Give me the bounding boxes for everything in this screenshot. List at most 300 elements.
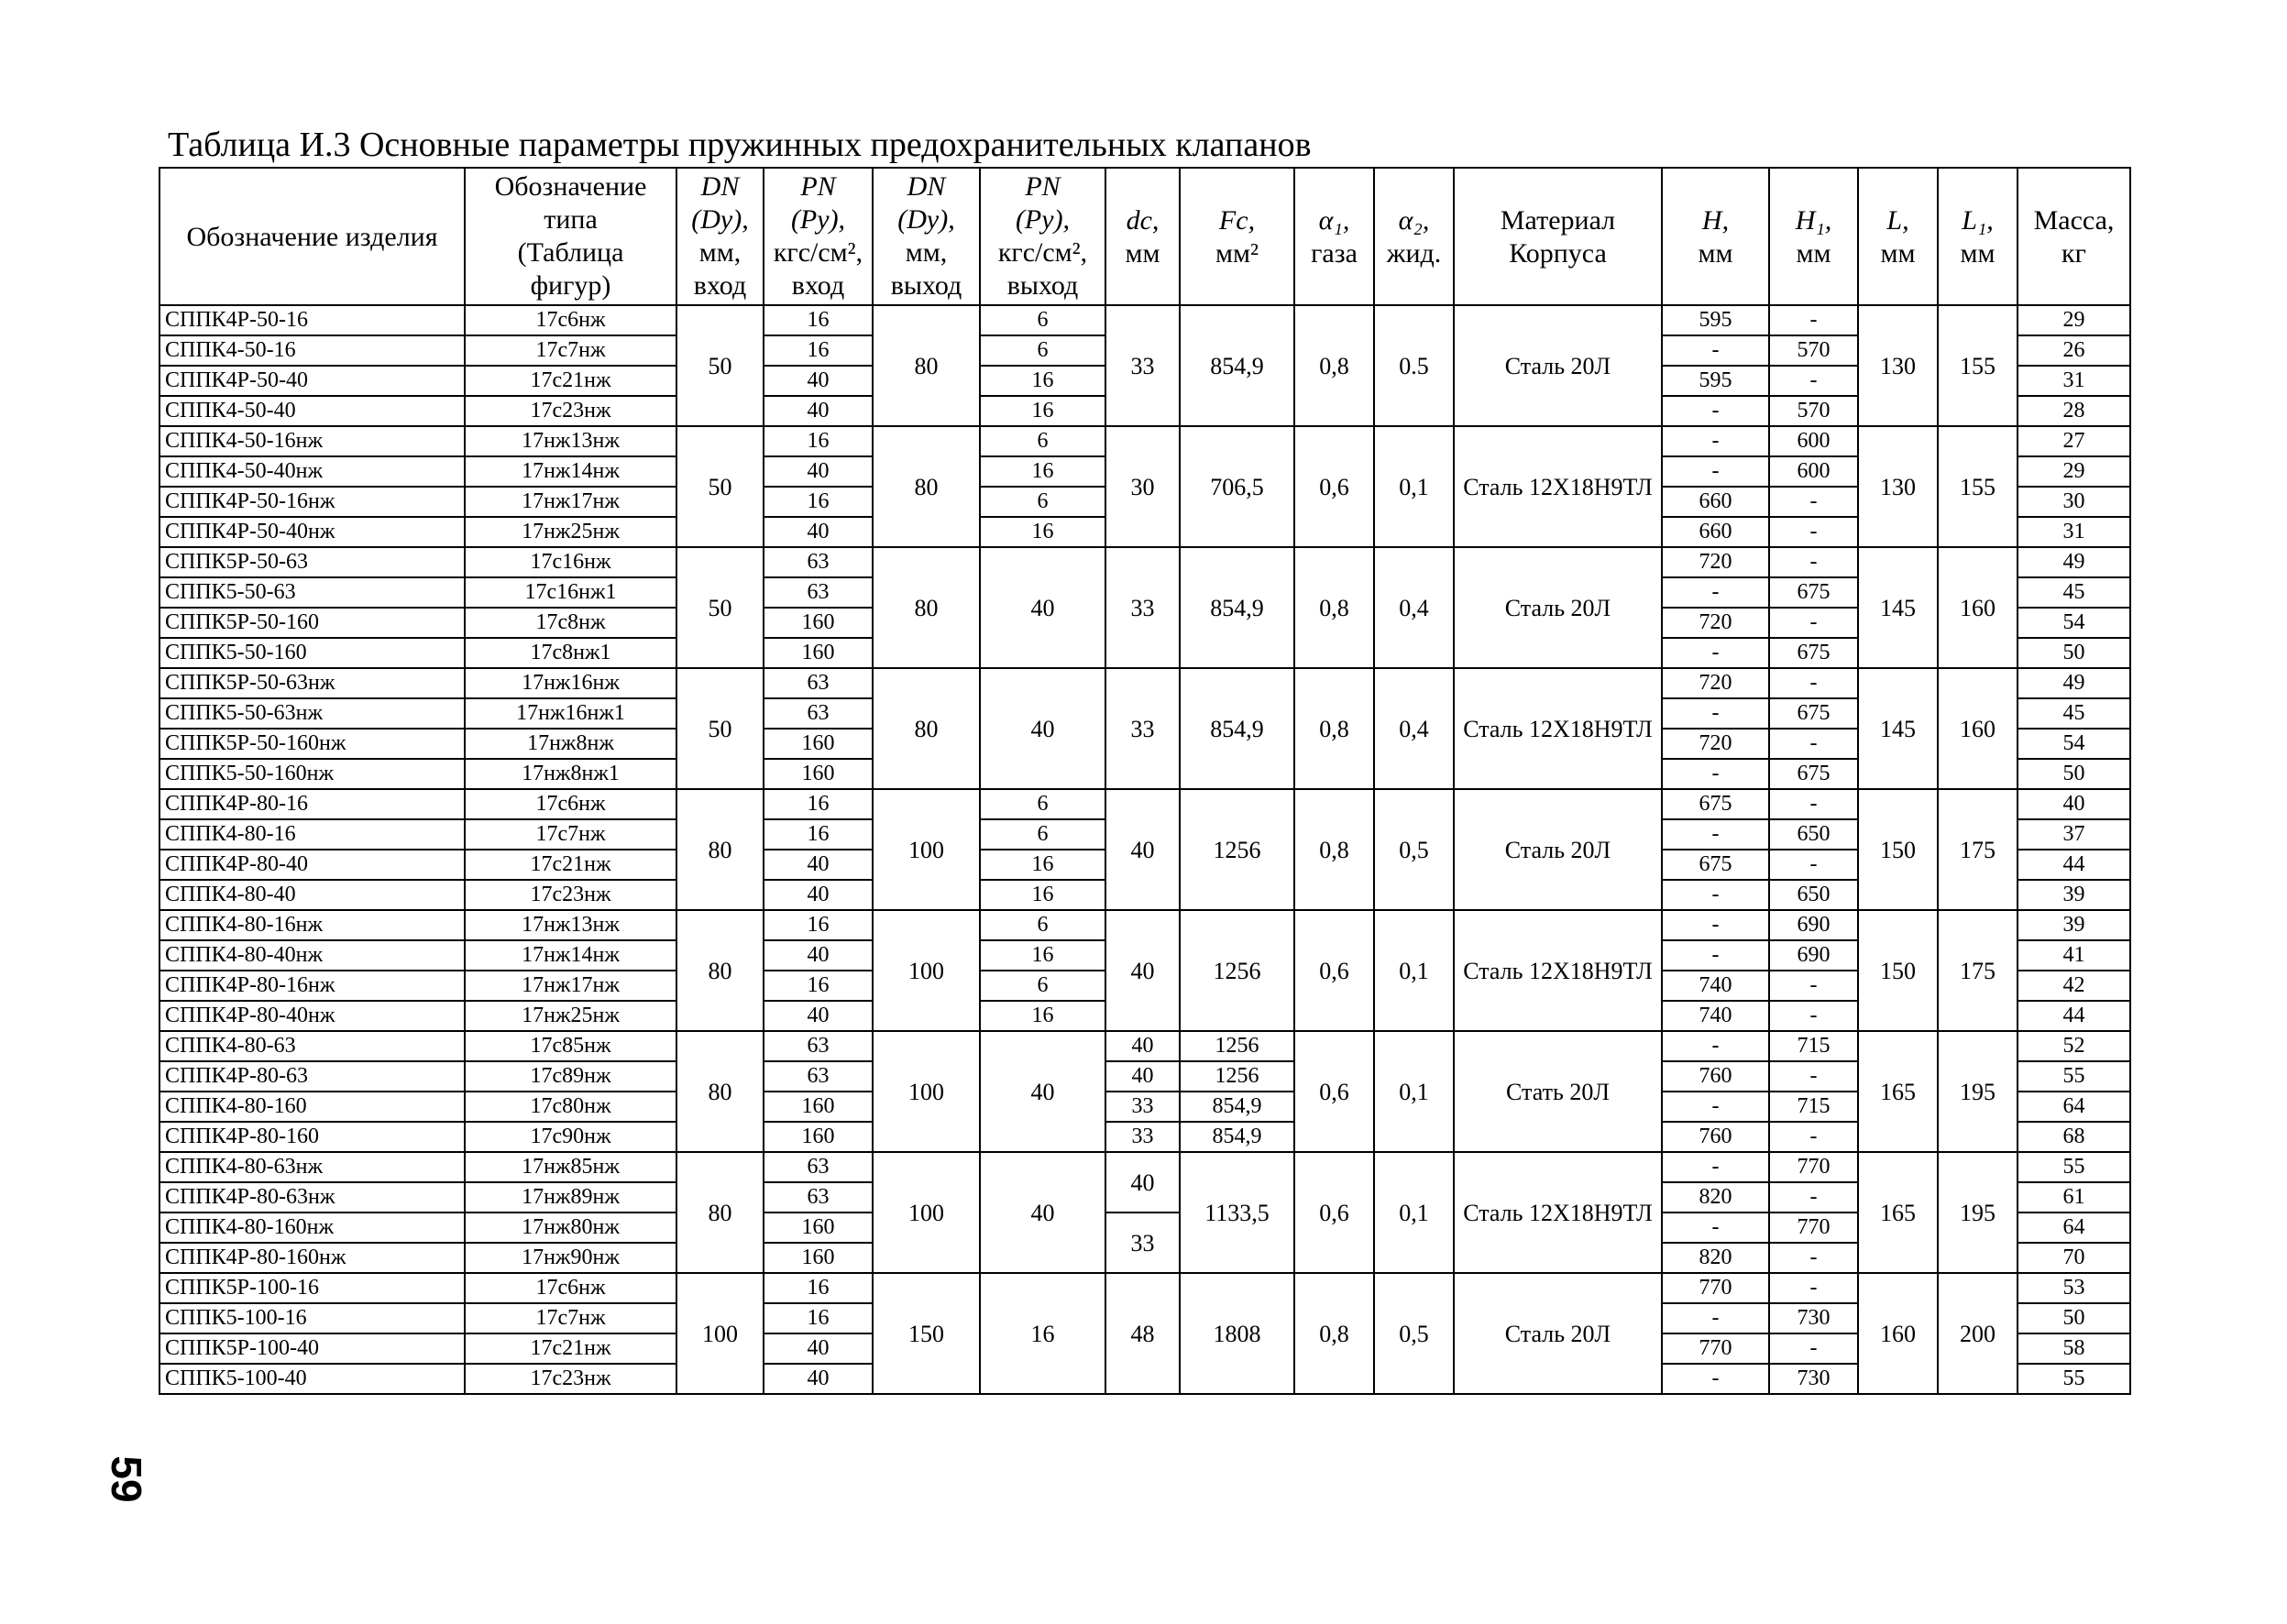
table-row [159, 1213, 2130, 1243]
fc-cell: 1256 [1180, 910, 1294, 1031]
mass-cell: 42 [2018, 971, 2130, 1001]
designation-cell: СППК4-80-16 [159, 819, 465, 850]
h1-cell: 770 [1769, 1152, 1858, 1182]
h1-cell: 715 [1769, 1092, 1858, 1122]
mass-cell: 50 [2018, 759, 2130, 789]
alpha2-cell: 0,5 [1374, 789, 1454, 910]
dn-out-cell: 100 [873, 1152, 980, 1273]
designation-cell: СППК4Р-50-40нж [159, 517, 465, 547]
dn-out-cell: 80 [873, 668, 980, 789]
designation-cell: СППК4-50-40нж [159, 456, 465, 487]
designation-cell: СППК5-50-63 [159, 577, 465, 608]
material-cell: Сталь 20Л [1454, 547, 1662, 668]
mass-cell: 39 [2018, 910, 2130, 940]
pn-in-cell: 16 [764, 335, 873, 366]
alpha2-cell: 0,1 [1374, 1031, 1454, 1152]
l-cell: 130 [1858, 305, 1938, 426]
header-dn-in: DN (Dy), мм, вход [676, 168, 764, 305]
designation-cell: СППК5Р-100-16 [159, 1273, 465, 1303]
type-cell: 17нж17нж [465, 487, 676, 517]
dc-cell: 40 [1105, 1061, 1180, 1092]
pn-in-cell: 160 [764, 1122, 873, 1152]
h-cell: 720 [1662, 608, 1769, 638]
l-cell: 145 [1858, 547, 1938, 668]
pn-in-cell: 16 [764, 1273, 873, 1303]
dn-in-cell: 80 [676, 789, 764, 910]
mass-cell: 52 [2018, 1031, 2130, 1061]
fc-cell: 1808 [1180, 1273, 1294, 1394]
pn-out-cell: 16 [980, 1001, 1105, 1031]
h-cell: - [1662, 638, 1769, 668]
mass-cell: 28 [2018, 396, 2130, 426]
fc-cell: 854,9 [1180, 547, 1294, 668]
l1-cell: 155 [1938, 426, 2018, 547]
pn-out-cell: 40 [980, 1031, 1105, 1152]
mass-cell: 31 [2018, 366, 2130, 396]
pn-out-cell: 6 [980, 910, 1105, 940]
pn-out-cell: 6 [980, 789, 1105, 819]
l1-cell: 175 [1938, 789, 2018, 910]
alpha2-cell: 0.5 [1374, 305, 1454, 426]
designation-cell: СППК5-100-40 [159, 1364, 465, 1394]
h-cell: 820 [1662, 1182, 1769, 1213]
dn-out-cell: 100 [873, 910, 980, 1031]
designation-cell: СППК4Р-80-63 [159, 1061, 465, 1092]
type-cell: 17с6нж [465, 789, 676, 819]
designation-cell: СППК4-80-40 [159, 880, 465, 910]
type-cell: 17с16нж [465, 547, 676, 577]
pn-out-cell: 16 [980, 396, 1105, 426]
mass-cell: 55 [2018, 1152, 2130, 1182]
dn-in-cell: 80 [676, 910, 764, 1031]
dc-cell: 48 [1105, 1273, 1180, 1394]
type-cell: 17нж8нж1 [465, 759, 676, 789]
alpha2-cell: 0,4 [1374, 668, 1454, 789]
type-cell: 17с21нж [465, 366, 676, 396]
l-cell: 165 [1858, 1031, 1938, 1152]
type-cell: 17с7нж [465, 1303, 676, 1333]
mass-cell: 41 [2018, 940, 2130, 971]
pn-in-cell: 40 [764, 396, 873, 426]
table-row [159, 1152, 2130, 1182]
h1-cell: 650 [1769, 880, 1858, 910]
fc-cell: 854,9 [1180, 1092, 1294, 1122]
type-cell: 17с85нж [465, 1031, 676, 1061]
type-cell: 17с23нж [465, 880, 676, 910]
h1-cell: - [1769, 1122, 1858, 1152]
h1-cell: - [1769, 1182, 1858, 1213]
dn-out-cell: 100 [873, 1031, 980, 1152]
dn-out-cell: 80 [873, 305, 980, 426]
h-cell: - [1662, 940, 1769, 971]
h-cell: 720 [1662, 729, 1769, 759]
mass-cell: 55 [2018, 1364, 2130, 1394]
fc-cell: 1256 [1180, 1031, 1294, 1061]
h-cell: 660 [1662, 517, 1769, 547]
h-cell: - [1662, 335, 1769, 366]
pn-out-cell: 6 [980, 305, 1105, 335]
designation-cell: СППК4-80-160нж [159, 1213, 465, 1243]
h1-cell: 770 [1769, 1213, 1858, 1243]
mass-cell: 29 [2018, 456, 2130, 487]
dc-cell: 33 [1105, 305, 1180, 426]
valve-parameters-table [159, 167, 2131, 1395]
alpha2-cell: 0,1 [1374, 910, 1454, 1031]
h-cell: - [1662, 698, 1769, 729]
type-cell: 17нж13нж [465, 426, 676, 456]
h-cell: - [1662, 577, 1769, 608]
dc-cell: 33 [1105, 1122, 1180, 1152]
dc-cell: 40 [1105, 910, 1180, 1031]
type-cell: 17с16нж1 [465, 577, 676, 608]
pn-in-cell: 16 [764, 426, 873, 456]
table-row [159, 547, 2130, 577]
type-cell: 17с8нж1 [465, 638, 676, 668]
type-cell: 17с21нж [465, 1333, 676, 1364]
designation-cell: СППК4-80-16нж [159, 910, 465, 940]
l1-cell: 155 [1938, 305, 2018, 426]
l1-cell: 160 [1938, 668, 2018, 789]
h-cell: 770 [1662, 1273, 1769, 1303]
mass-cell: 30 [2018, 487, 2130, 517]
type-cell: 17с6нж [465, 1273, 676, 1303]
mass-cell: 53 [2018, 1273, 2130, 1303]
header-alpha1: α₁, газа [1294, 168, 1374, 305]
type-cell: 17нж85нж [465, 1152, 676, 1182]
pn-in-cell: 16 [764, 487, 873, 517]
mass-cell: 27 [2018, 426, 2130, 456]
pn-in-cell: 40 [764, 1333, 873, 1364]
material-cell: Сталь 12Х18Н9ТЛ [1454, 910, 1662, 1031]
h1-cell: - [1769, 305, 1858, 335]
dn-in-cell: 50 [676, 547, 764, 668]
table-row [159, 1122, 2130, 1152]
alpha1-cell: 0,6 [1294, 426, 1374, 547]
pn-out-cell: 16 [980, 1273, 1105, 1394]
pn-in-cell: 40 [764, 850, 873, 880]
type-cell: 17с90нж [465, 1122, 676, 1152]
dc-cell: 40 [1105, 1152, 1180, 1213]
h-cell: 595 [1662, 305, 1769, 335]
h1-cell: 675 [1769, 759, 1858, 789]
type-cell: 17нж14нж [465, 940, 676, 971]
type-cell: 17нж25нж [465, 1001, 676, 1031]
mass-cell: 44 [2018, 1001, 2130, 1031]
type-cell: 17нж16нж [465, 668, 676, 698]
mass-cell: 64 [2018, 1092, 2130, 1122]
h-cell: 740 [1662, 1001, 1769, 1031]
pn-in-cell: 63 [764, 577, 873, 608]
fc-cell: 854,9 [1180, 305, 1294, 426]
h1-cell: 715 [1769, 1031, 1858, 1061]
material-cell: Сталь 12Х18Н9ТЛ [1454, 1152, 1662, 1273]
header-type: Обозначение типа (Таблица фигур) [465, 168, 676, 305]
pn-in-cell: 16 [764, 1303, 873, 1333]
header-h: H, мм [1662, 168, 1769, 305]
material-cell: Сталь 20Л [1454, 789, 1662, 910]
alpha1-cell: 0,6 [1294, 1152, 1374, 1273]
pn-in-cell: 40 [764, 1364, 873, 1394]
mass-cell: 55 [2018, 1061, 2130, 1092]
h1-cell: 690 [1769, 910, 1858, 940]
h-cell: 820 [1662, 1243, 1769, 1273]
type-cell: 17с89нж [465, 1061, 676, 1092]
pn-in-cell: 160 [764, 759, 873, 789]
h1-cell: - [1769, 547, 1858, 577]
header-l: L, мм [1858, 168, 1938, 305]
type-cell: 17нж89нж [465, 1182, 676, 1213]
type-cell: 17с23нж [465, 396, 676, 426]
pn-in-cell: 16 [764, 971, 873, 1001]
l1-cell: 200 [1938, 1273, 2018, 1394]
pn-in-cell: 160 [764, 1243, 873, 1273]
page-number: 59 [103, 1455, 150, 1503]
dn-in-cell: 50 [676, 668, 764, 789]
pn-in-cell: 40 [764, 456, 873, 487]
designation-cell: СППК4Р-80-16нж [159, 971, 465, 1001]
fc-cell: 854,9 [1180, 1122, 1294, 1152]
header-alpha2: α₂, жид. [1374, 168, 1454, 305]
l-cell: 130 [1858, 426, 1938, 547]
type-cell: 17нж25нж [465, 517, 676, 547]
designation-cell: СППК4Р-50-16 [159, 305, 465, 335]
type-cell: 17с21нж [465, 850, 676, 880]
alpha1-cell: 0,8 [1294, 1273, 1374, 1394]
mass-cell: 68 [2018, 1122, 2130, 1152]
mass-cell: 70 [2018, 1243, 2130, 1273]
pn-in-cell: 160 [764, 638, 873, 668]
type-cell: 17нж16нж1 [465, 698, 676, 729]
designation-cell: СППК4-80-63нж [159, 1152, 465, 1182]
pn-out-cell: 16 [980, 940, 1105, 971]
pn-in-cell: 63 [764, 1152, 873, 1182]
type-cell: 17с7нж [465, 335, 676, 366]
alpha1-cell: 0,8 [1294, 305, 1374, 426]
table-row [159, 1092, 2130, 1122]
header-dn-out: DN (Dy), мм, выход [873, 168, 980, 305]
table-row [159, 1061, 2130, 1092]
dn-out-cell: 80 [873, 547, 980, 668]
material-cell: Сталь 12Х18Н9ТЛ [1454, 668, 1662, 789]
pn-in-cell: 63 [764, 1061, 873, 1092]
pn-out-cell: 40 [980, 547, 1105, 668]
pn-out-cell: 6 [980, 487, 1105, 517]
header-h1: H₁, мм [1769, 168, 1858, 305]
l1-cell: 195 [1938, 1152, 2018, 1273]
h1-cell: 570 [1769, 335, 1858, 366]
pn-out-cell: 6 [980, 426, 1105, 456]
type-cell: 17с7нж [465, 819, 676, 850]
pn-out-cell: 40 [980, 1152, 1105, 1273]
h-cell: - [1662, 1303, 1769, 1333]
fc-cell: 854,9 [1180, 668, 1294, 789]
mass-cell: 40 [2018, 789, 2130, 819]
h-cell: - [1662, 1364, 1769, 1394]
l1-cell: 195 [1938, 1031, 2018, 1152]
l-cell: 150 [1858, 789, 1938, 910]
mass-cell: 29 [2018, 305, 2130, 335]
h1-cell: 650 [1769, 819, 1858, 850]
l-cell: 150 [1858, 910, 1938, 1031]
pn-in-cell: 160 [764, 1092, 873, 1122]
h-cell: - [1662, 1092, 1769, 1122]
h1-cell: 600 [1769, 456, 1858, 487]
designation-cell: СППК5Р-50-63нж [159, 668, 465, 698]
pn-in-cell: 40 [764, 880, 873, 910]
fc-cell: 1256 [1180, 789, 1294, 910]
alpha1-cell: 0,6 [1294, 910, 1374, 1031]
type-cell: 17с80нж [465, 1092, 676, 1122]
mass-cell: 58 [2018, 1333, 2130, 1364]
l-cell: 145 [1858, 668, 1938, 789]
fc-cell: 1133,5 [1180, 1152, 1294, 1273]
table-row [159, 1031, 2130, 1061]
h-cell: 740 [1662, 971, 1769, 1001]
alpha2-cell: 0,1 [1374, 1152, 1454, 1273]
pn-out-cell: 6 [980, 971, 1105, 1001]
h1-cell: 730 [1769, 1364, 1858, 1394]
h1-cell: - [1769, 608, 1858, 638]
pn-in-cell: 63 [764, 1182, 873, 1213]
pn-in-cell: 40 [764, 517, 873, 547]
pn-in-cell: 40 [764, 1001, 873, 1031]
dn-out-cell: 100 [873, 789, 980, 910]
pn-in-cell: 63 [764, 698, 873, 729]
h1-cell: - [1769, 1001, 1858, 1031]
material-cell: Сталь 20Л [1454, 1273, 1662, 1394]
designation-cell: СППК4Р-80-160нж [159, 1243, 465, 1273]
h1-cell: - [1769, 729, 1858, 759]
h-cell: - [1662, 759, 1769, 789]
table-title: Таблица И.3 Основные параметры пружинных предохранительных клапанов [168, 126, 1312, 164]
h1-cell: 570 [1769, 396, 1858, 426]
dn-out-cell: 80 [873, 426, 980, 547]
fc-cell: 706,5 [1180, 426, 1294, 547]
h1-cell: 690 [1769, 940, 1858, 971]
dc-cell: 40 [1105, 789, 1180, 910]
pn-in-cell: 63 [764, 1031, 873, 1061]
header-mass: Масса, кг [2018, 168, 2130, 305]
type-cell: 17с8нж [465, 608, 676, 638]
table-row [159, 910, 2130, 940]
h1-cell: - [1769, 789, 1858, 819]
header-material: Материал Корпуса [1454, 168, 1662, 305]
mass-cell: 39 [2018, 880, 2130, 910]
designation-cell: СППК4-50-16нж [159, 426, 465, 456]
fc-cell: 1256 [1180, 1061, 1294, 1092]
table-row [159, 305, 2130, 335]
alpha2-cell: 0,4 [1374, 547, 1454, 668]
table-row [159, 789, 2130, 819]
designation-cell: СППК4Р-80-40 [159, 850, 465, 880]
mass-cell: 26 [2018, 335, 2130, 366]
h-cell: 675 [1662, 850, 1769, 880]
h-cell: 720 [1662, 668, 1769, 698]
h1-cell: - [1769, 366, 1858, 396]
type-cell: 17нж14нж [465, 456, 676, 487]
h-cell: 760 [1662, 1061, 1769, 1092]
h1-cell: 675 [1769, 638, 1858, 668]
dn-out-cell: 150 [873, 1273, 980, 1394]
mass-cell: 54 [2018, 729, 2130, 759]
designation-cell: СППК5-50-160 [159, 638, 465, 668]
table-row [159, 668, 2130, 698]
pn-out-cell: 6 [980, 335, 1105, 366]
h-cell: 595 [1662, 366, 1769, 396]
h1-cell: - [1769, 1333, 1858, 1364]
type-cell: 17с6нж [465, 305, 676, 335]
pn-out-cell: 16 [980, 517, 1105, 547]
h-cell: - [1662, 910, 1769, 940]
dn-in-cell: 50 [676, 305, 764, 426]
h1-cell: - [1769, 971, 1858, 1001]
mass-cell: 54 [2018, 608, 2130, 638]
designation-cell: СППК4-50-16 [159, 335, 465, 366]
h-cell: 760 [1662, 1122, 1769, 1152]
mass-cell: 31 [2018, 517, 2130, 547]
designation-cell: СППК4-80-160 [159, 1092, 465, 1122]
pn-in-cell: 40 [764, 366, 873, 396]
pn-in-cell: 16 [764, 305, 873, 335]
mass-cell: 44 [2018, 850, 2130, 880]
table-body [159, 305, 2130, 1394]
h-cell: - [1662, 1152, 1769, 1182]
h1-cell: - [1769, 850, 1858, 880]
designation-cell: СППК4Р-80-63нж [159, 1182, 465, 1213]
designation-cell: СППК4-80-40нж [159, 940, 465, 971]
type-cell: 17нж13нж [465, 910, 676, 940]
designation-cell: СППК4Р-80-160 [159, 1122, 465, 1152]
h1-cell: 675 [1769, 577, 1858, 608]
dc-cell: 33 [1105, 547, 1180, 668]
pn-in-cell: 160 [764, 608, 873, 638]
h1-cell: 675 [1769, 698, 1858, 729]
dn-in-cell: 100 [676, 1273, 764, 1394]
mass-cell: 45 [2018, 698, 2130, 729]
designation-cell: СППК5Р-50-160 [159, 608, 465, 638]
dc-cell: 30 [1105, 426, 1180, 547]
pn-in-cell: 160 [764, 1213, 873, 1243]
table-row [159, 1273, 2130, 1303]
mass-cell: 50 [2018, 638, 2130, 668]
mass-cell: 37 [2018, 819, 2130, 850]
pn-in-cell: 63 [764, 668, 873, 698]
dc-cell: 33 [1105, 1213, 1180, 1273]
header-pn-in: PN (Py), кгс/см², вход [764, 168, 873, 305]
type-cell: 17с23нж [465, 1364, 676, 1394]
alpha1-cell: 0,6 [1294, 1031, 1374, 1152]
designation-cell: СППК4Р-80-16 [159, 789, 465, 819]
h1-cell: - [1769, 1061, 1858, 1092]
mass-cell: 61 [2018, 1182, 2130, 1213]
header-dc: dc, мм [1105, 168, 1180, 305]
l-cell: 160 [1858, 1273, 1938, 1394]
material-cell: Стать 20Л [1454, 1031, 1662, 1152]
material-cell: Сталь 20Л [1454, 305, 1662, 426]
mass-cell: 64 [2018, 1213, 2130, 1243]
alpha1-cell: 0,8 [1294, 789, 1374, 910]
pn-out-cell: 40 [980, 668, 1105, 789]
h1-cell: 600 [1769, 426, 1858, 456]
pn-out-cell: 16 [980, 366, 1105, 396]
designation-cell: СППК5-50-63нж [159, 698, 465, 729]
designation-cell: СППК4Р-80-40нж [159, 1001, 465, 1031]
l1-cell: 175 [1938, 910, 2018, 1031]
h-cell: - [1662, 819, 1769, 850]
h1-cell: - [1769, 487, 1858, 517]
dn-in-cell: 50 [676, 426, 764, 547]
h-cell: 770 [1662, 1333, 1769, 1364]
